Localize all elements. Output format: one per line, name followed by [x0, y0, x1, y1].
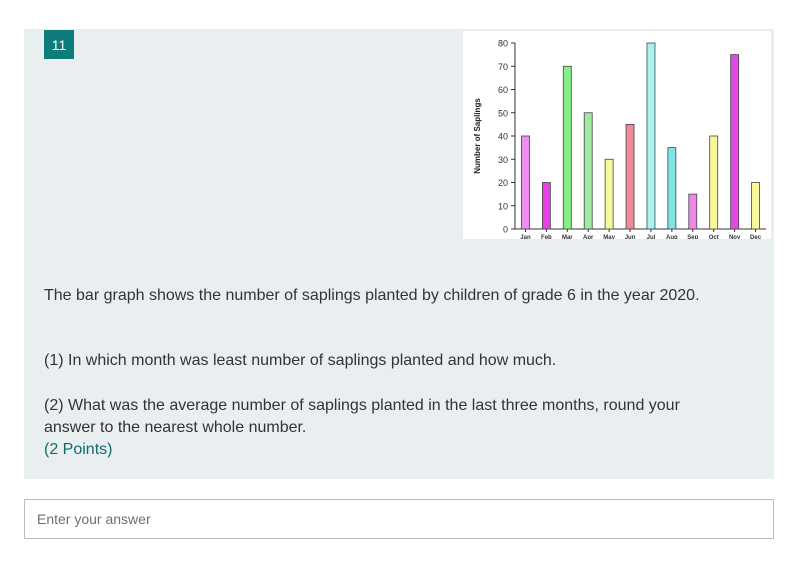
question-text: The bar graph shows the number of saplings planted by children of grade 6 in the year 2020.: [44, 287, 700, 304]
bar-nov: [731, 55, 739, 229]
bar-feb: [542, 183, 550, 230]
x-tick-label: Dec: [750, 235, 762, 239]
x-tick-label: Jul: [646, 235, 656, 239]
bar-jan: [521, 136, 529, 229]
y-tick-label: 10: [497, 201, 508, 212]
x-tick-label: Mar: [561, 235, 573, 239]
bar-oct: [710, 136, 718, 229]
bar-apr: [584, 113, 592, 229]
answer-input[interactable]: [25, 500, 773, 538]
x-tick-label: May: [603, 235, 615, 239]
bar-chart-image: [463, 31, 771, 239]
x-tick-label: Aug: [666, 235, 678, 239]
x-tick-label: Oct: [708, 235, 719, 239]
y-tick-label: 60: [497, 85, 508, 95]
bar-jul: [647, 43, 655, 229]
bar-chart: [463, 31, 771, 239]
answer-field[interactable]: [24, 499, 774, 539]
y-tick-label: 40: [497, 131, 508, 142]
question-number-badge: 11: [44, 30, 74, 59]
x-tick-label: Feb: [541, 235, 552, 239]
question-part-2: (2) What was the average number of saplings planted in the last three months, round your answer to the nearest whole number.: [44, 397, 680, 436]
y-tick-label: 50: [497, 108, 508, 119]
x-tick-label: Apr: [583, 235, 594, 239]
question-part-1: (1) In which month was least number of saplings planted and how much.: [44, 352, 557, 369]
y-tick-label: 0: [502, 224, 508, 235]
x-tick-label: Sep: [687, 235, 699, 239]
bar-may: [605, 159, 613, 229]
bar-sep: [689, 194, 697, 229]
x-tick-label: Nov: [728, 235, 741, 239]
y-tick-label: 30: [497, 154, 508, 165]
y-tick-label: 80: [497, 38, 508, 49]
question-points: (2 Points): [44, 441, 113, 458]
x-tick-label: Jan: [520, 235, 531, 239]
y-tick-label: 20: [497, 178, 508, 188]
x-tick-label: Jun: [624, 235, 636, 239]
y-axis-label: Number of Saplings: [473, 98, 482, 174]
bar-dec: [752, 183, 760, 230]
y-tick-label: 70: [497, 61, 508, 72]
bar-aug: [668, 148, 676, 229]
bar-jun: [626, 124, 634, 229]
question-card: [24, 29, 774, 479]
bar-mar: [563, 66, 571, 229]
